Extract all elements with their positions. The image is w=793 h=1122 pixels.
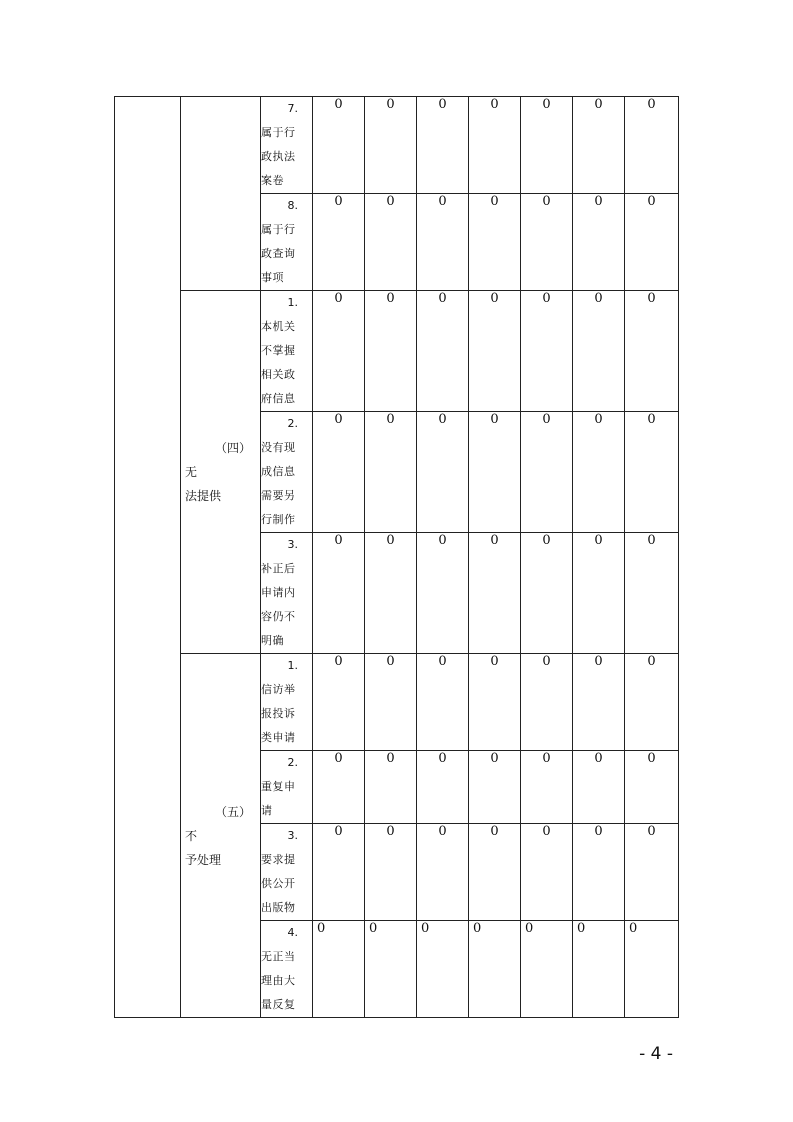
value-cell: 0 <box>417 751 469 824</box>
row-label-line: 属于行 <box>261 223 296 236</box>
value-cell: 0 <box>417 921 469 1018</box>
value-cell: 0 <box>365 97 417 194</box>
value-cell: 0 <box>417 291 469 412</box>
row-label-number: 7. <box>287 102 298 115</box>
row-label <box>261 921 313 1018</box>
row-label-number: 3. <box>287 538 298 551</box>
row-label-line: 供公开 <box>261 877 296 890</box>
value-cell: 0 <box>573 654 625 751</box>
row-label-number: 2. <box>287 756 298 769</box>
row-label <box>261 194 313 291</box>
row-label-line: 补正后 <box>261 562 296 575</box>
row-label-line: 类申请 <box>261 731 296 744</box>
value-cell: 0 <box>521 194 573 291</box>
value-cell: 0 <box>521 921 573 1018</box>
group-cell-four <box>181 291 261 654</box>
value-cell: 0 <box>469 533 521 654</box>
value-cell: 0 <box>469 751 521 824</box>
row-label-number: 3. <box>287 829 298 842</box>
row-label-line: 容仍不 <box>261 610 296 623</box>
value-cell: 0 <box>521 824 573 921</box>
group-label-line2: 予处理 <box>185 852 222 867</box>
value-cell: 0 <box>365 654 417 751</box>
table-row <box>115 291 679 412</box>
row-label-line: 行制作 <box>261 513 296 526</box>
value-cell: 0 <box>573 291 625 412</box>
group-label-line1: （四）无 <box>185 441 252 479</box>
row-label-line: 相关政 <box>261 368 296 381</box>
page-number: - 4 - <box>639 1044 673 1064</box>
value-cell: 0 <box>469 654 521 751</box>
row-label-line: 需要另 <box>261 489 296 502</box>
value-cell: 0 <box>625 412 679 533</box>
group-cell-five <box>181 654 261 1018</box>
row-label <box>261 654 313 751</box>
row-label-line: 府信息 <box>261 392 296 405</box>
value-cell: 0 <box>573 824 625 921</box>
category-cell <box>115 97 181 1018</box>
value-cell: 0 <box>365 291 417 412</box>
value-cell: 0 <box>417 824 469 921</box>
row-label-line: 无正当 <box>261 950 296 963</box>
row-label <box>261 97 313 194</box>
value-cell: 0 <box>469 97 521 194</box>
value-cell: 0 <box>313 291 365 412</box>
value-cell: 0 <box>469 291 521 412</box>
value-cell: 0 <box>625 921 679 1018</box>
row-label-line: 案卷 <box>261 174 284 187</box>
value-cell: 0 <box>365 194 417 291</box>
table-row <box>115 97 679 194</box>
value-cell: 0 <box>625 824 679 921</box>
row-label <box>261 412 313 533</box>
value-cell: 0 <box>469 194 521 291</box>
value-cell: 0 <box>625 751 679 824</box>
value-cell: 0 <box>313 412 365 533</box>
value-cell: 0 <box>573 751 625 824</box>
value-cell: 0 <box>365 751 417 824</box>
table-body <box>115 97 679 1018</box>
row-label-number: 8. <box>287 199 298 212</box>
row-label-number: 1. <box>287 296 298 309</box>
row-label-line: 理由大 <box>261 974 296 987</box>
value-cell: 0 <box>469 412 521 533</box>
row-label-line: 明确 <box>261 634 284 647</box>
group-label-line1: （五）不 <box>185 804 252 843</box>
row-label <box>261 533 313 654</box>
table-row <box>115 654 679 751</box>
row-label <box>261 824 313 921</box>
value-cell: 0 <box>573 194 625 291</box>
value-cell: 0 <box>469 921 521 1018</box>
value-cell: 0 <box>417 533 469 654</box>
row-label-number: 2. <box>287 417 298 430</box>
row-label-line: 量反复 <box>261 998 296 1011</box>
row-label-number: 4. <box>287 926 298 939</box>
value-cell: 0 <box>573 412 625 533</box>
value-cell: 0 <box>313 97 365 194</box>
row-label-line: 申请内 <box>261 586 296 599</box>
value-cell: 0 <box>313 824 365 921</box>
value-cell: 0 <box>365 533 417 654</box>
value-cell: 0 <box>521 533 573 654</box>
row-label-line: 请 <box>261 804 273 817</box>
value-cell: 0 <box>365 824 417 921</box>
value-cell: 0 <box>313 751 365 824</box>
row-label-line: 成信息 <box>261 465 296 478</box>
row-label-line: 重复申 <box>261 780 296 793</box>
value-cell: 0 <box>365 412 417 533</box>
disclosure-stats-table <box>114 96 679 1018</box>
row-label-line: 政查询 <box>261 247 296 260</box>
value-cell: 0 <box>417 97 469 194</box>
value-cell: 0 <box>573 97 625 194</box>
row-label <box>261 291 313 412</box>
value-cell: 0 <box>313 654 365 751</box>
group-cell-continued <box>181 97 261 291</box>
value-cell: 0 <box>521 291 573 412</box>
row-label-line: 报投诉 <box>261 707 296 720</box>
value-cell: 0 <box>521 654 573 751</box>
value-cell: 0 <box>417 412 469 533</box>
row-label-line: 属于行 <box>261 126 296 139</box>
value-cell: 0 <box>521 751 573 824</box>
row-label-line: 政执法 <box>261 150 296 163</box>
value-cell: 0 <box>313 194 365 291</box>
value-cell: 0 <box>625 533 679 654</box>
row-label-line: 要求提 <box>261 853 296 866</box>
value-cell: 0 <box>313 921 365 1018</box>
value-cell: 0 <box>469 824 521 921</box>
value-cell: 0 <box>521 97 573 194</box>
row-label-number: 1. <box>287 659 298 672</box>
value-cell: 0 <box>625 194 679 291</box>
row-label-line: 不掌握 <box>261 344 296 357</box>
value-cell: 0 <box>625 654 679 751</box>
row-label-line: 没有现 <box>261 441 296 454</box>
value-cell: 0 <box>417 654 469 751</box>
value-cell: 0 <box>573 533 625 654</box>
group-label-line2: 法提供 <box>185 489 222 503</box>
row-label-line: 事项 <box>261 271 284 284</box>
row-label-line: 出版物 <box>261 901 296 914</box>
value-cell: 0 <box>417 194 469 291</box>
value-cell: 0 <box>573 921 625 1018</box>
value-cell: 0 <box>313 533 365 654</box>
row-label-line: 信访举 <box>261 683 296 696</box>
value-cell: 0 <box>625 97 679 194</box>
value-cell: 0 <box>365 921 417 1018</box>
row-label <box>261 751 313 824</box>
row-label-line: 本机关 <box>261 320 296 333</box>
value-cell: 0 <box>625 291 679 412</box>
value-cell: 0 <box>521 412 573 533</box>
